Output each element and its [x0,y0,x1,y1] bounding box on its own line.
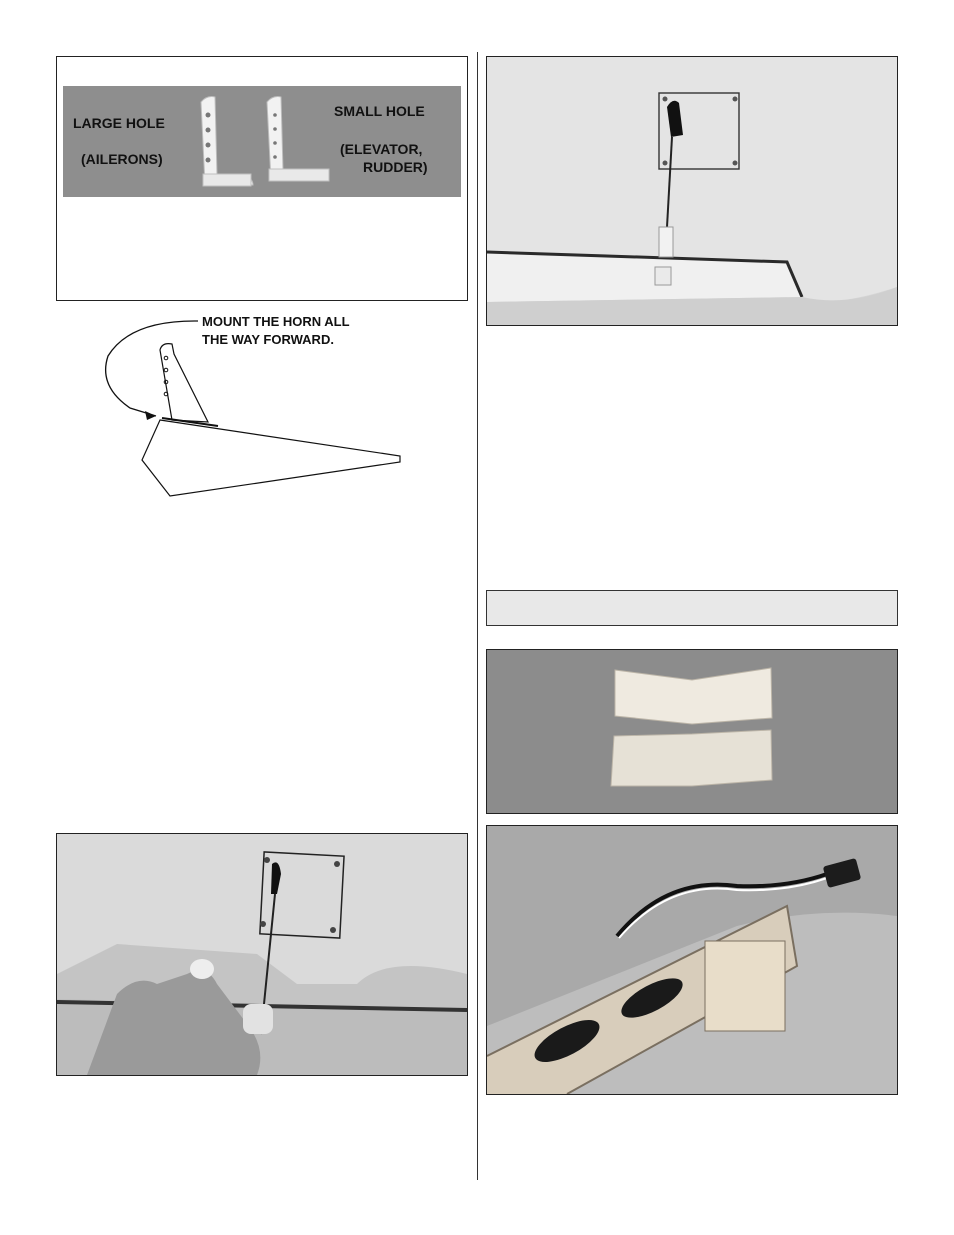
column-divider [477,52,478,1180]
wood-plate-bottom [611,730,772,786]
label-elevator: (ELEVATOR, [340,141,423,157]
wing-hatch-photo [486,56,898,326]
control-surface-outline [142,420,400,496]
horn-photo [57,57,467,300]
label-rudder: RUDDER) [363,159,428,175]
elevator-hatch-photo [56,833,468,1076]
wood-plates-photo [486,649,898,814]
label-ailerons: (AILERONS) [81,151,163,167]
wing-root-photo [486,825,898,1095]
note-box [486,590,898,626]
label-large-hole: LARGE HOLE [73,115,165,131]
callout-text-line2: THE WAY FORWARD. [202,332,334,347]
callout-text-line1: MOUNT THE HORN ALL [202,314,350,329]
label-small-hole: SMALL HOLE [334,103,425,119]
horn-mount-diagram [90,308,420,508]
callout-arrowhead [145,411,156,420]
horn-photo-box [56,56,468,301]
